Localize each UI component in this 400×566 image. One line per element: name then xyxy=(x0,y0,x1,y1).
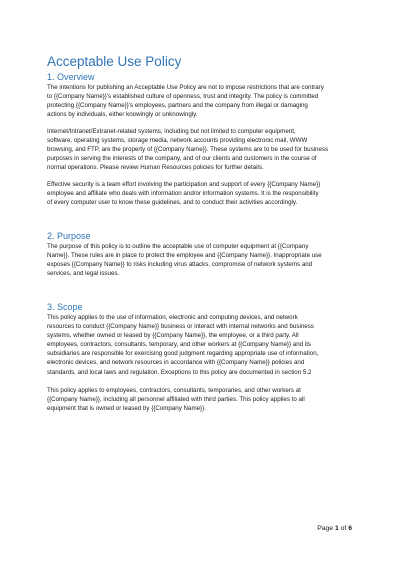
text-line: {{Company Name}}, including all personnel affiliated with third parties. This policy applies to all xyxy=(47,396,305,404)
document-title: Acceptable Use Policy xyxy=(47,54,182,69)
text-line: Effective security is a team effort involving the participation and support of every {{Company Name}} xyxy=(47,181,321,188)
scope-paragraph-2 xyxy=(47,386,355,413)
overview-paragraph-1 xyxy=(47,83,355,119)
text-line: The purpose of this policy is to outline the acceptable use of computer equipment at {{Company xyxy=(47,243,309,250)
section-heading-scope: 3. Scope xyxy=(47,302,83,312)
page-label: Page xyxy=(317,525,334,532)
text-line: browsing, and FTP, are the property of {{Company Name}}. These systems are to be used for business xyxy=(47,146,329,154)
text-line: of every computer user to know these guidelines, and to conduct their activities accordingly. xyxy=(47,199,298,207)
text-line: standards, and local laws and regulation. Exceptions to this policy are documented in section 5.2 xyxy=(47,368,312,376)
of-label: of xyxy=(340,525,347,532)
text-line: exposes {{Company Name}} to risks including virus attacks, compromise of network systems and xyxy=(47,261,313,269)
text-line: normal operations. Please review Human Resources policies for further details. xyxy=(47,164,264,172)
text-line: resources to conduct {{Company Name}} business or interact with internal networks and business xyxy=(47,323,314,331)
text-line: systems, whether owned or leased by {{Company Name}}, the employee, or a third party. All xyxy=(47,332,299,340)
text-line: employees, contractors, consultants, temporary, and other workers at {{Company Name}} and its xyxy=(47,341,312,349)
total-pages: 6 xyxy=(348,525,352,532)
text-line: Name}}. These rules are in place to protect the employee and {{Company Name}}. Inappropriate use xyxy=(47,252,322,260)
text-line: This policy applies to the use of information, electronic and computing devices, and network xyxy=(47,314,298,321)
purpose-paragraph xyxy=(47,242,355,278)
text-line: Internet/Intranet/Extranet-related systems, including but not limited to computer equipment, xyxy=(47,128,296,135)
text-line: electronic devices, and network resources in accordance with {{Company Name}} policies and xyxy=(47,359,305,367)
text-line: software, operating systems, storage media, network accounts providing electronic mail, WWW xyxy=(47,137,308,145)
text-line: services, and legal issues. xyxy=(47,270,120,278)
page-number xyxy=(317,524,352,533)
text-line: employee and affiliate who deals with information and/or information systems. It is the responsibility xyxy=(47,190,319,198)
current-page: 1 xyxy=(334,525,339,532)
scope-paragraph-1 xyxy=(47,313,355,377)
section-heading-purpose: 2. Purpose xyxy=(47,231,91,241)
text-line: protecting {{Company Name}}'s employees, partners and the company from illegal or damaging xyxy=(47,102,308,110)
text-line: actions by individuals, either knowingly or unknowingly. xyxy=(47,111,198,119)
overview-paragraph-2 xyxy=(47,127,355,172)
text-line: purposes in serving the interests of the company, and of our clients and customers in the course of xyxy=(47,155,317,163)
overview-paragraph-3 xyxy=(47,180,355,207)
section-heading-overview: 1. Overview xyxy=(47,72,95,82)
text-line: to {{Company Name}}'s established culture of openness, trust and integrity. The policy is committed xyxy=(47,93,319,101)
text-line: subsidiaries are responsible for exercising good judgment regarding appropriate use of information, xyxy=(47,350,319,358)
text-line: equipment that is owned or leased by {{Company Name}}. xyxy=(47,405,206,413)
text-line: The intentions for publishing an Acceptable Use Policy are not to impose restrictions that are contrary xyxy=(47,84,324,91)
text-line: This policy applies to employees, contractors, consultants, temporaries, and other workers at xyxy=(47,387,301,394)
